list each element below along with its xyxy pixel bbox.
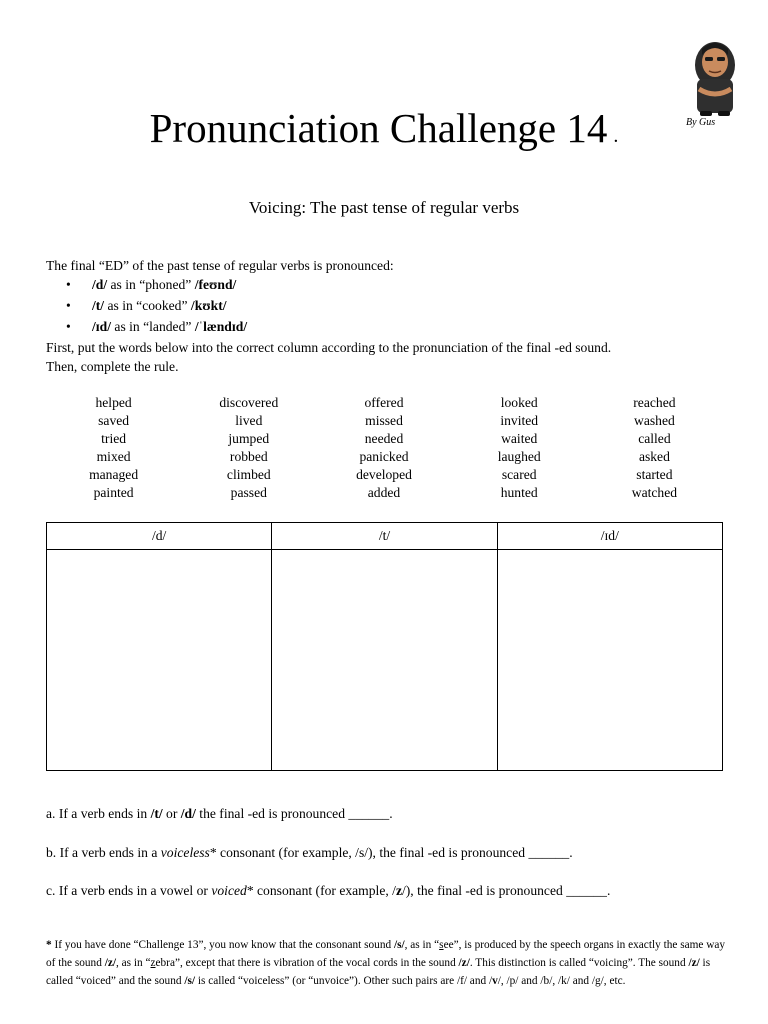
sound-symbol: /ɪd/ (92, 319, 112, 334)
word: hunted (500, 485, 538, 500)
list-item (66, 316, 247, 337)
sound-symbol: /z/ (688, 957, 700, 969)
bullet-icon: • (66, 319, 71, 334)
title-dot: . (613, 125, 619, 147)
word: scared (501, 467, 537, 482)
word-column (452, 394, 587, 502)
title-text: Pronunciation Challenge 14 (149, 105, 608, 151)
emphasis-text: voiced (211, 883, 247, 898)
footnote-text: . This distinction is called “voicing”. The sound (469, 957, 689, 969)
rule-text: /), the final -ed is pronounced ______. (401, 883, 611, 898)
rule-a (46, 806, 393, 822)
sound-symbol: /z/ (458, 957, 470, 969)
byline: By Gus (686, 117, 716, 128)
list-item (66, 274, 247, 295)
word: saved (98, 413, 130, 428)
intro-text: The final “ED” of the past tense of regular verbs is pronounced: (46, 258, 394, 273)
underlined-letter: s (439, 939, 444, 951)
word: developed (356, 467, 412, 482)
rule-text: a. If a verb ends in (46, 806, 151, 821)
sound-symbol: /t/ (150, 806, 163, 821)
rule-c (46, 883, 610, 899)
word: missed (365, 413, 403, 428)
word: mixed (96, 449, 131, 464)
word: reached (633, 395, 676, 410)
example-text: as in “landed” (111, 319, 195, 334)
column-header-d: /d/ (47, 523, 272, 550)
column-header-t: /t/ (272, 523, 497, 550)
transcription: /ˈlændɪd/ (194, 319, 248, 334)
footnote-text: ee”, is produced by the speech organs in exactly the same way of the sound (46, 939, 726, 969)
sound-symbol: /d/ (180, 806, 196, 821)
footnote-text: /, /p/ and /b/, /k/ and /g/, etc. (497, 975, 626, 987)
sound-symbol: /t/ (92, 298, 105, 313)
instruction-line: Then, complete the rule. (46, 359, 179, 374)
transcription: /feʊnd/ (194, 277, 237, 292)
word: painted (93, 485, 134, 500)
footnote-text: is called “voiceless” (or “unvoice”). Other such pairs are /f/ and / (195, 975, 493, 987)
word-column (46, 394, 181, 502)
answer-cell-d[interactable] (47, 550, 272, 771)
word-column (181, 394, 316, 502)
word: started (636, 467, 673, 482)
bullet-icon: • (66, 277, 71, 292)
footnote-star: * (46, 939, 52, 951)
pronunciation-list (66, 274, 247, 337)
word: lived (235, 413, 263, 428)
author-figure-icon (686, 35, 744, 117)
example-text: as in “cooked” (104, 298, 191, 313)
word: climbed (226, 467, 271, 482)
rule-text: * consonant (for example, /s/), the final -ed is pronounced ______. (209, 845, 573, 860)
word: passed (230, 485, 267, 500)
footnote-text: , as in “ (115, 957, 151, 969)
column-header-id: /ɪd/ (497, 523, 722, 550)
word: needed (364, 431, 404, 446)
sound-symbol: /s/ (184, 975, 196, 987)
answer-cell-t[interactable] (272, 550, 497, 771)
underlined-letter: z (150, 957, 156, 969)
rule-text: c. If a verb ends in a vowel or (46, 883, 212, 898)
footnote-text: , as in “ (404, 939, 440, 951)
table-row (47, 550, 723, 771)
word: waited (501, 431, 538, 446)
word: jumped (228, 431, 270, 446)
page-title (0, 100, 768, 164)
sound-symbol: /d/ (92, 277, 108, 292)
word-bank (46, 394, 722, 502)
word: robbed (229, 449, 268, 464)
word: panicked (359, 449, 409, 464)
list-item (66, 295, 247, 316)
word: asked (638, 449, 670, 464)
sound-symbol: /s/ (393, 939, 405, 951)
rule-text: b. If a verb ends in a (46, 845, 161, 860)
word: laughed (497, 449, 541, 464)
instructions (46, 338, 726, 376)
footnote-text: is called “voiced” and the sound (46, 957, 711, 987)
bullet-icon: • (66, 298, 71, 313)
rule-text: or (162, 806, 181, 821)
word: managed (89, 467, 139, 482)
transcription: /kʊkt/ (190, 298, 227, 313)
footnote (46, 936, 726, 990)
rule-text: * consonant (for example, / (246, 883, 396, 898)
answer-cell-id[interactable] (497, 550, 722, 771)
word: invited (500, 413, 539, 428)
word: called (638, 431, 671, 446)
sound-symbol: /z/ (104, 957, 116, 969)
word: looked (500, 395, 538, 410)
word: discovered (219, 395, 279, 410)
footnote-text: ebra”, except that there is vibration of the vocal cords in the sound (155, 957, 459, 969)
emphasis-text: voiceless (160, 845, 210, 860)
word: added (367, 485, 401, 500)
example-text: as in “phoned” (107, 277, 195, 292)
word: helped (95, 395, 132, 410)
rule-b (46, 845, 573, 861)
rule-text: the final -ed is pronounced ______. (195, 806, 393, 821)
word: offered (364, 395, 404, 410)
word: washed (634, 413, 675, 428)
footnote-text: If you have done “Challenge 13”, you now know that the consonant sound (51, 939, 394, 951)
page-subtitle: Voicing: The past tense of regular verbs (248, 198, 520, 217)
sound-symbol: v (492, 975, 498, 987)
word-column (587, 394, 722, 502)
sound-symbol: z (395, 883, 402, 898)
word-column (316, 394, 451, 502)
word: watched (631, 485, 678, 500)
answer-table (46, 522, 723, 771)
table-header-row (47, 523, 723, 550)
instruction-line: First, put the words below into the correct column according to the pronunciation of the final -ed sound. (46, 340, 612, 355)
word: tried (101, 431, 127, 446)
